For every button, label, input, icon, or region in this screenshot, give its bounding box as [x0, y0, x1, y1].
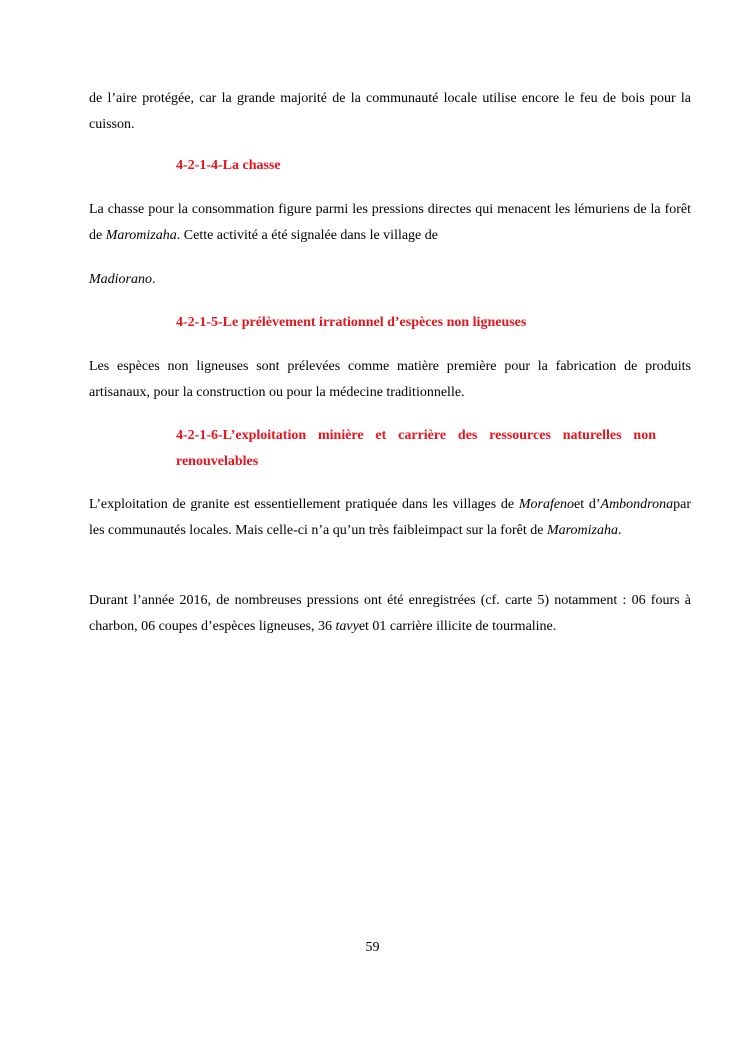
heading-hunting: [176, 153, 656, 179]
paragraph-firewood: [89, 86, 691, 138]
paragraph-non-woody-species: [89, 354, 691, 406]
paragraph-pressures-text-1: Durant l’année 2016, de nombreuses pressions ont été enregistrées (cf. carte 5) notamment : 06 fours à charbon, 06 coupes d’espèces ligneuses, 36: [89, 593, 691, 634]
heading-mining: [176, 423, 656, 475]
paragraph-firewood-text: de l’aire protégée, car la grande majorité de la communauté locale utilise encore le feu de bois pour la cuisson.: [89, 91, 691, 132]
paragraph-granite: [89, 492, 691, 544]
place-name-ambondrona: Ambondrona: [600, 497, 674, 512]
place-name-maromizaha-2: Maromizaha: [546, 523, 618, 538]
paragraph-granite-text-1: L’exploitation de granite est essentiellement pratiquée dans les villages de: [89, 497, 519, 512]
paragraph-non-woody-species-text: Les espèces non ligneuses sont prélevées comme matière première pour la fabrication de produits artisanaux, pour la construction ou pour la médecine traditionnelle.: [89, 359, 691, 400]
paragraph-madiorano-period: .: [152, 272, 156, 287]
heading-non-woody-species: [176, 310, 656, 336]
paragraph-hunting-text-2: . Cette activité a été signalée dans le village de: [176, 228, 438, 243]
heading-mining-line-1: 4-2-1-6-L’exploitation minière et carrière des ressources naturelles non: [176, 428, 656, 443]
place-name-madiorano: Madiorano: [89, 272, 152, 287]
place-name-morafeno: Morafeno: [518, 497, 575, 512]
term-tavy: tavy: [335, 619, 359, 634]
heading-non-woody-species-text: 4-2-1-5-Le prélèvement irrationnel d’espèces non ligneuses: [176, 315, 527, 330]
paragraph-hunting-text-1: La chasse pour la consommation figure parmi les pressions directes qui menacent les lémuriens de la forêt de: [89, 202, 691, 243]
heading-mining-line-2: renouvelables: [176, 454, 259, 469]
heading-hunting-text: 4-2-1-4-La chasse: [176, 158, 281, 173]
paragraph-hunting: [89, 197, 691, 249]
page-number: 59: [365, 940, 380, 955]
paragraph-pressures-2016: [89, 588, 691, 640]
paragraph-granite-text-3: par les communautés locales. Mais celle-ci n’a qu’un très faibleimpact sur la forêt de: [89, 497, 691, 538]
paragraph-madiorano: [89, 267, 691, 293]
paragraph-granite-text-2: et d’: [574, 497, 601, 512]
paragraph-pressures-text-2: et 01 carrière illicite de tourmaline.: [358, 619, 557, 634]
paragraph-granite-period: .: [618, 523, 622, 538]
place-name-maromizaha: Maromizaha: [105, 228, 177, 243]
